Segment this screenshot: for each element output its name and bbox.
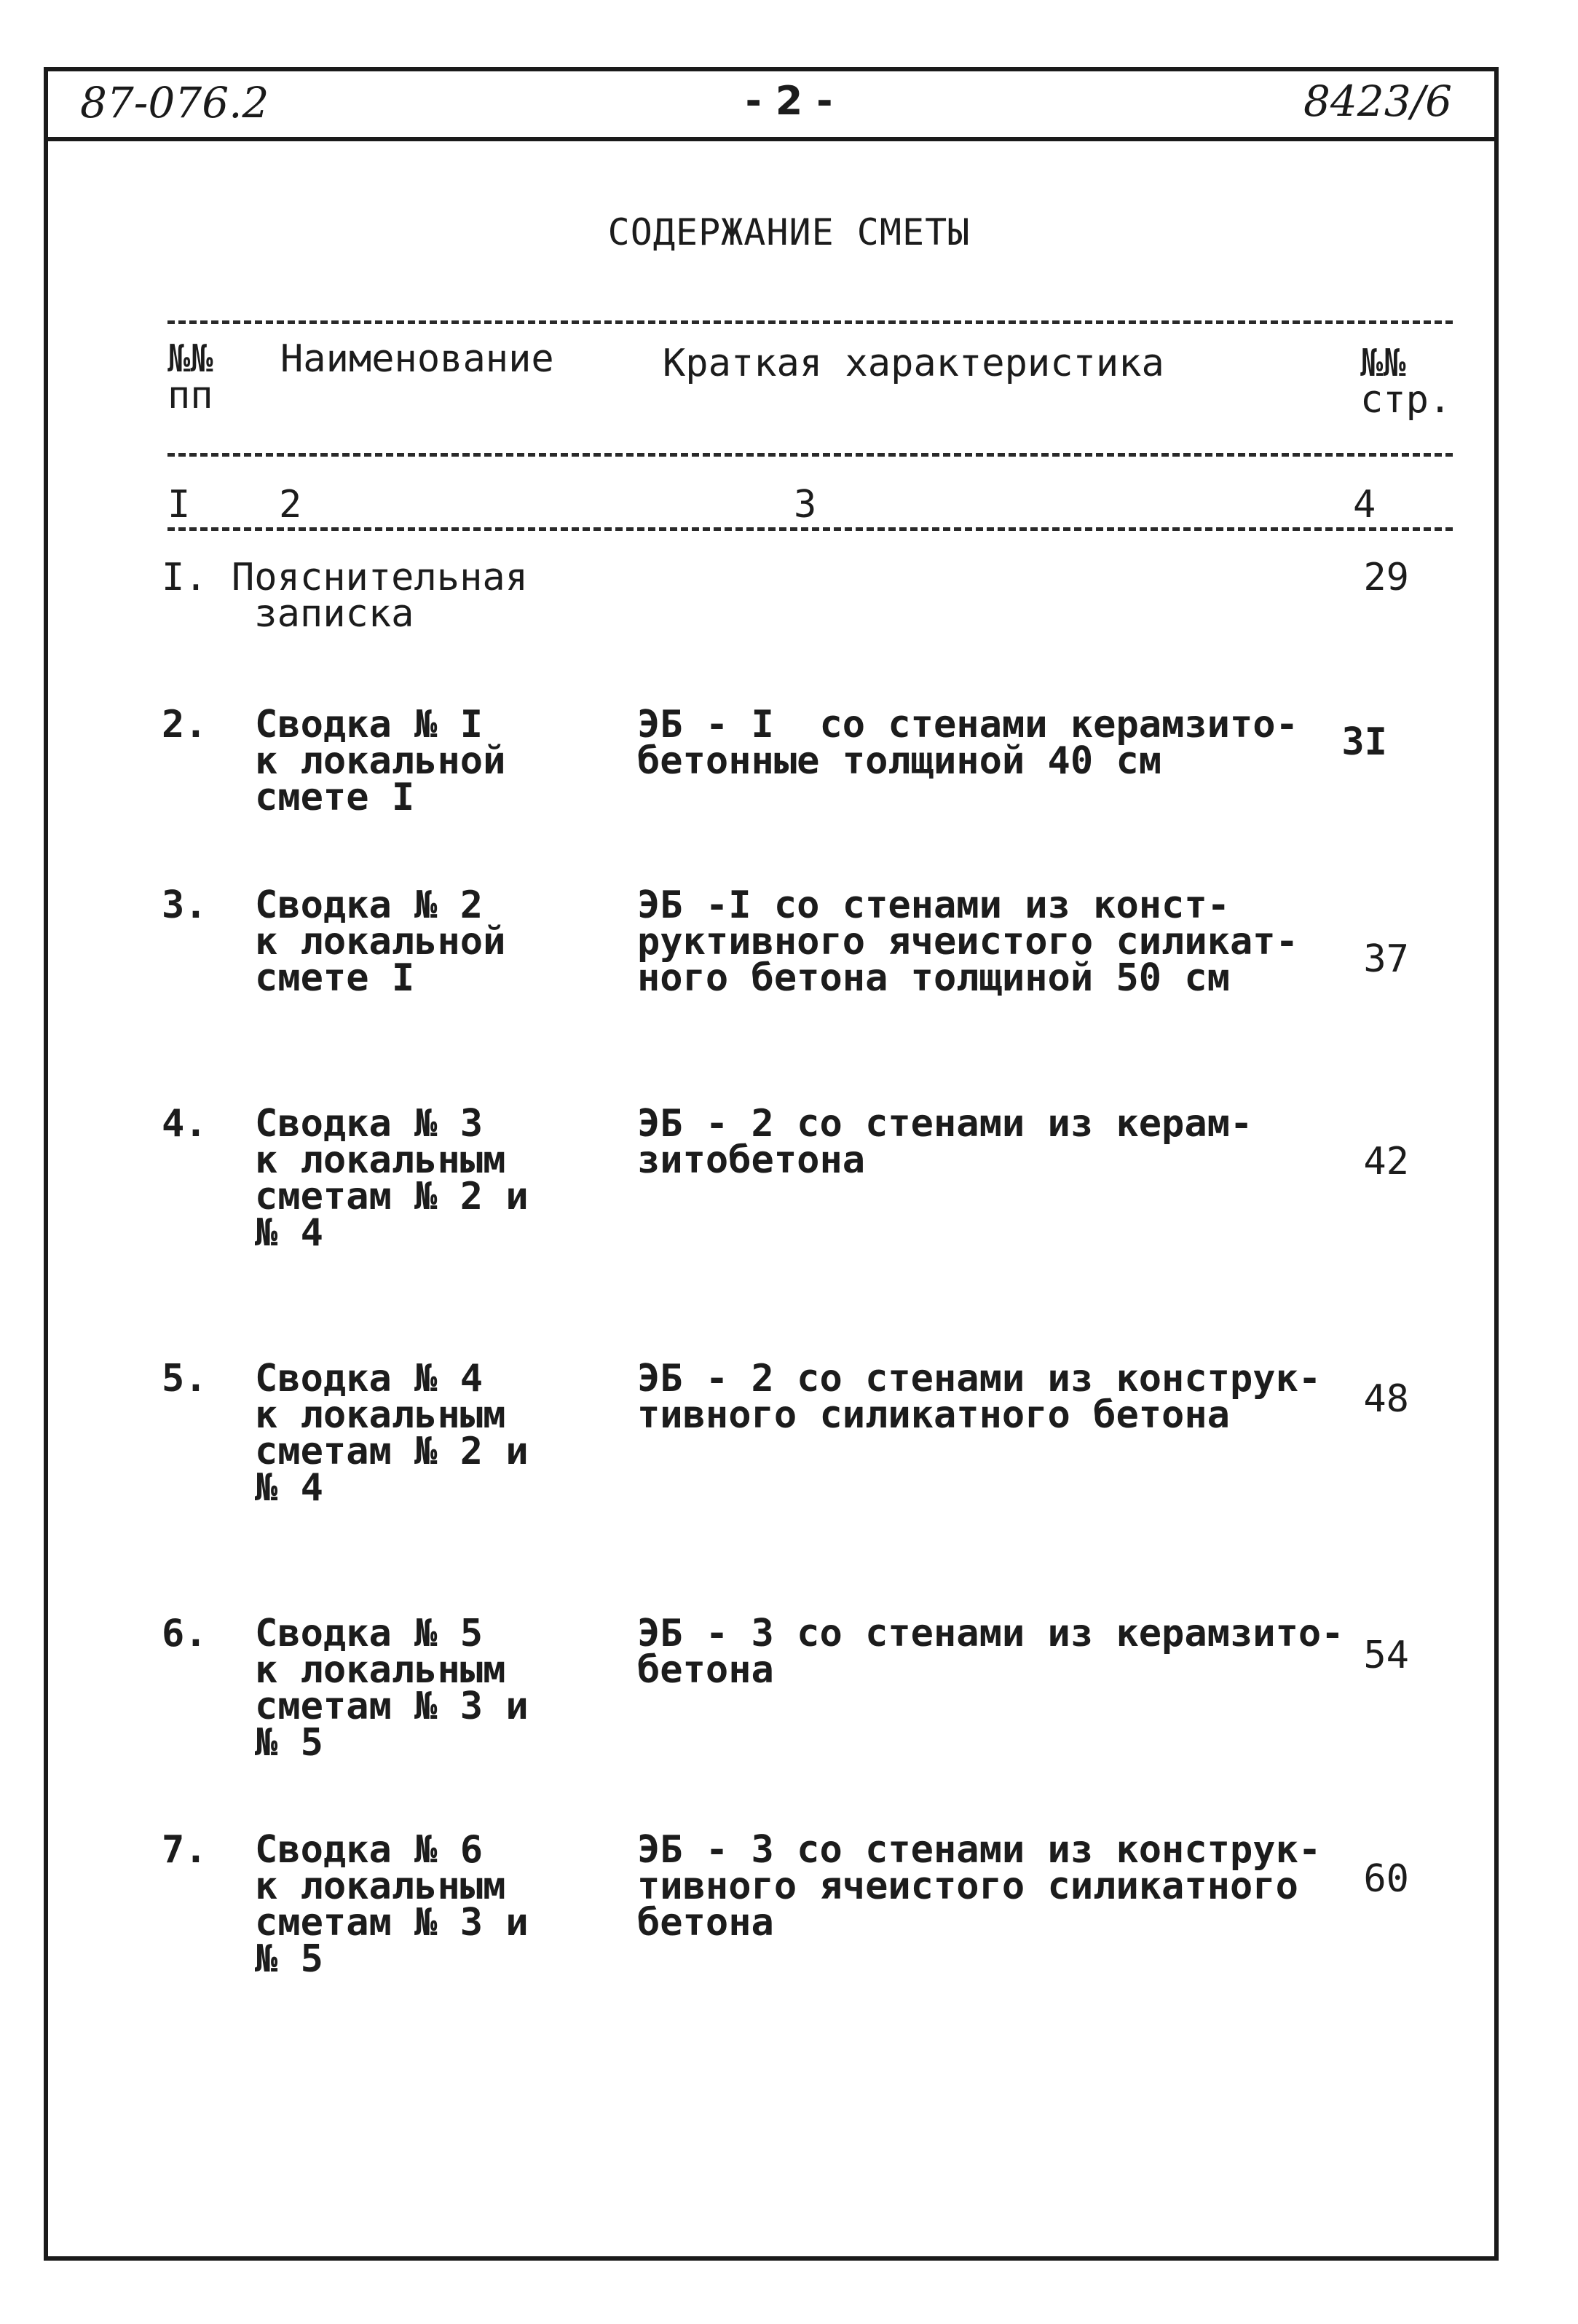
row-name: Сводка № 2 к локальной смете I: [255, 883, 506, 1000]
column-numbers-rule: [167, 527, 1453, 531]
row-page: 42: [1363, 1140, 1409, 1183]
row-description: ЭБ - 3 со стенами из конструк- тивного ячеистого силикатного бетона: [637, 1828, 1322, 1945]
row-page: 48: [1363, 1377, 1409, 1421]
column-header-name: Наименование: [280, 337, 554, 381]
header-bottom-rule: [167, 453, 1453, 457]
column-number-4: 4: [1353, 483, 1376, 527]
row-description: ЭБ - I со стенами керамзито- бетонные толщиной 40 см: [637, 703, 1298, 783]
row-page: 29: [1363, 556, 1409, 599]
table-top-rule: [167, 320, 1453, 324]
column-number-1: I: [167, 483, 191, 527]
row-page: 60: [1363, 1857, 1409, 1901]
row-number: 2.: [162, 703, 208, 747]
document-number: 8423/6: [1303, 76, 1453, 126]
row-name: Сводка № 5 к локальным сметам № 3 и № 5: [255, 1612, 529, 1765]
page-title: СОДЕРЖАНИЕ СМЕТЫ: [607, 211, 971, 253]
header-divider: [44, 137, 1499, 141]
row-page: 54: [1363, 1634, 1409, 1677]
row-name: Сводка № 3 к локальным сметам № 2 и № 4: [255, 1102, 529, 1255]
row-description: ЭБ - 3 со стенами из керамзито- бетона: [637, 1612, 1344, 1692]
column-header-page: №№ стр.: [1360, 342, 1452, 422]
row-description: ЭБ -I со стенами из конст- руктивного ячеистого силикат- ного бетона толщиной 50 см: [637, 883, 1298, 1000]
row-number: 3.: [162, 883, 208, 927]
row-page: 37: [1363, 937, 1409, 981]
page-number: - 2 -: [745, 78, 833, 124]
row-number: 6.: [162, 1612, 208, 1655]
row-description: ЭБ - 2 со стенами из конструк- тивного силикатного бетона: [637, 1357, 1322, 1437]
row-name: Сводка № 6 к локальным сметам № 3 и № 5: [255, 1828, 529, 1981]
row-number: I.: [162, 556, 208, 599]
row-page: 3I: [1341, 720, 1387, 764]
row-description: ЭБ - 2 со стенами из керам- зитобетона: [637, 1102, 1253, 1182]
row-name: Пояснительная записка: [232, 556, 528, 636]
row-number: 5.: [162, 1357, 208, 1401]
document-code: 87-076.2: [80, 78, 269, 127]
row-number: 7.: [162, 1828, 208, 1872]
column-header-description: Краткая характеристика: [663, 342, 1164, 385]
column-number-3: 3: [794, 483, 817, 527]
row-name: Сводка № I к локальной смете I: [255, 703, 506, 819]
row-name: Сводка № 4 к локальным сметам № 2 и № 4: [255, 1357, 529, 1510]
column-number-2: 2: [279, 483, 302, 527]
column-header-num: №№ пп: [167, 337, 213, 417]
row-number: 4.: [162, 1102, 208, 1146]
